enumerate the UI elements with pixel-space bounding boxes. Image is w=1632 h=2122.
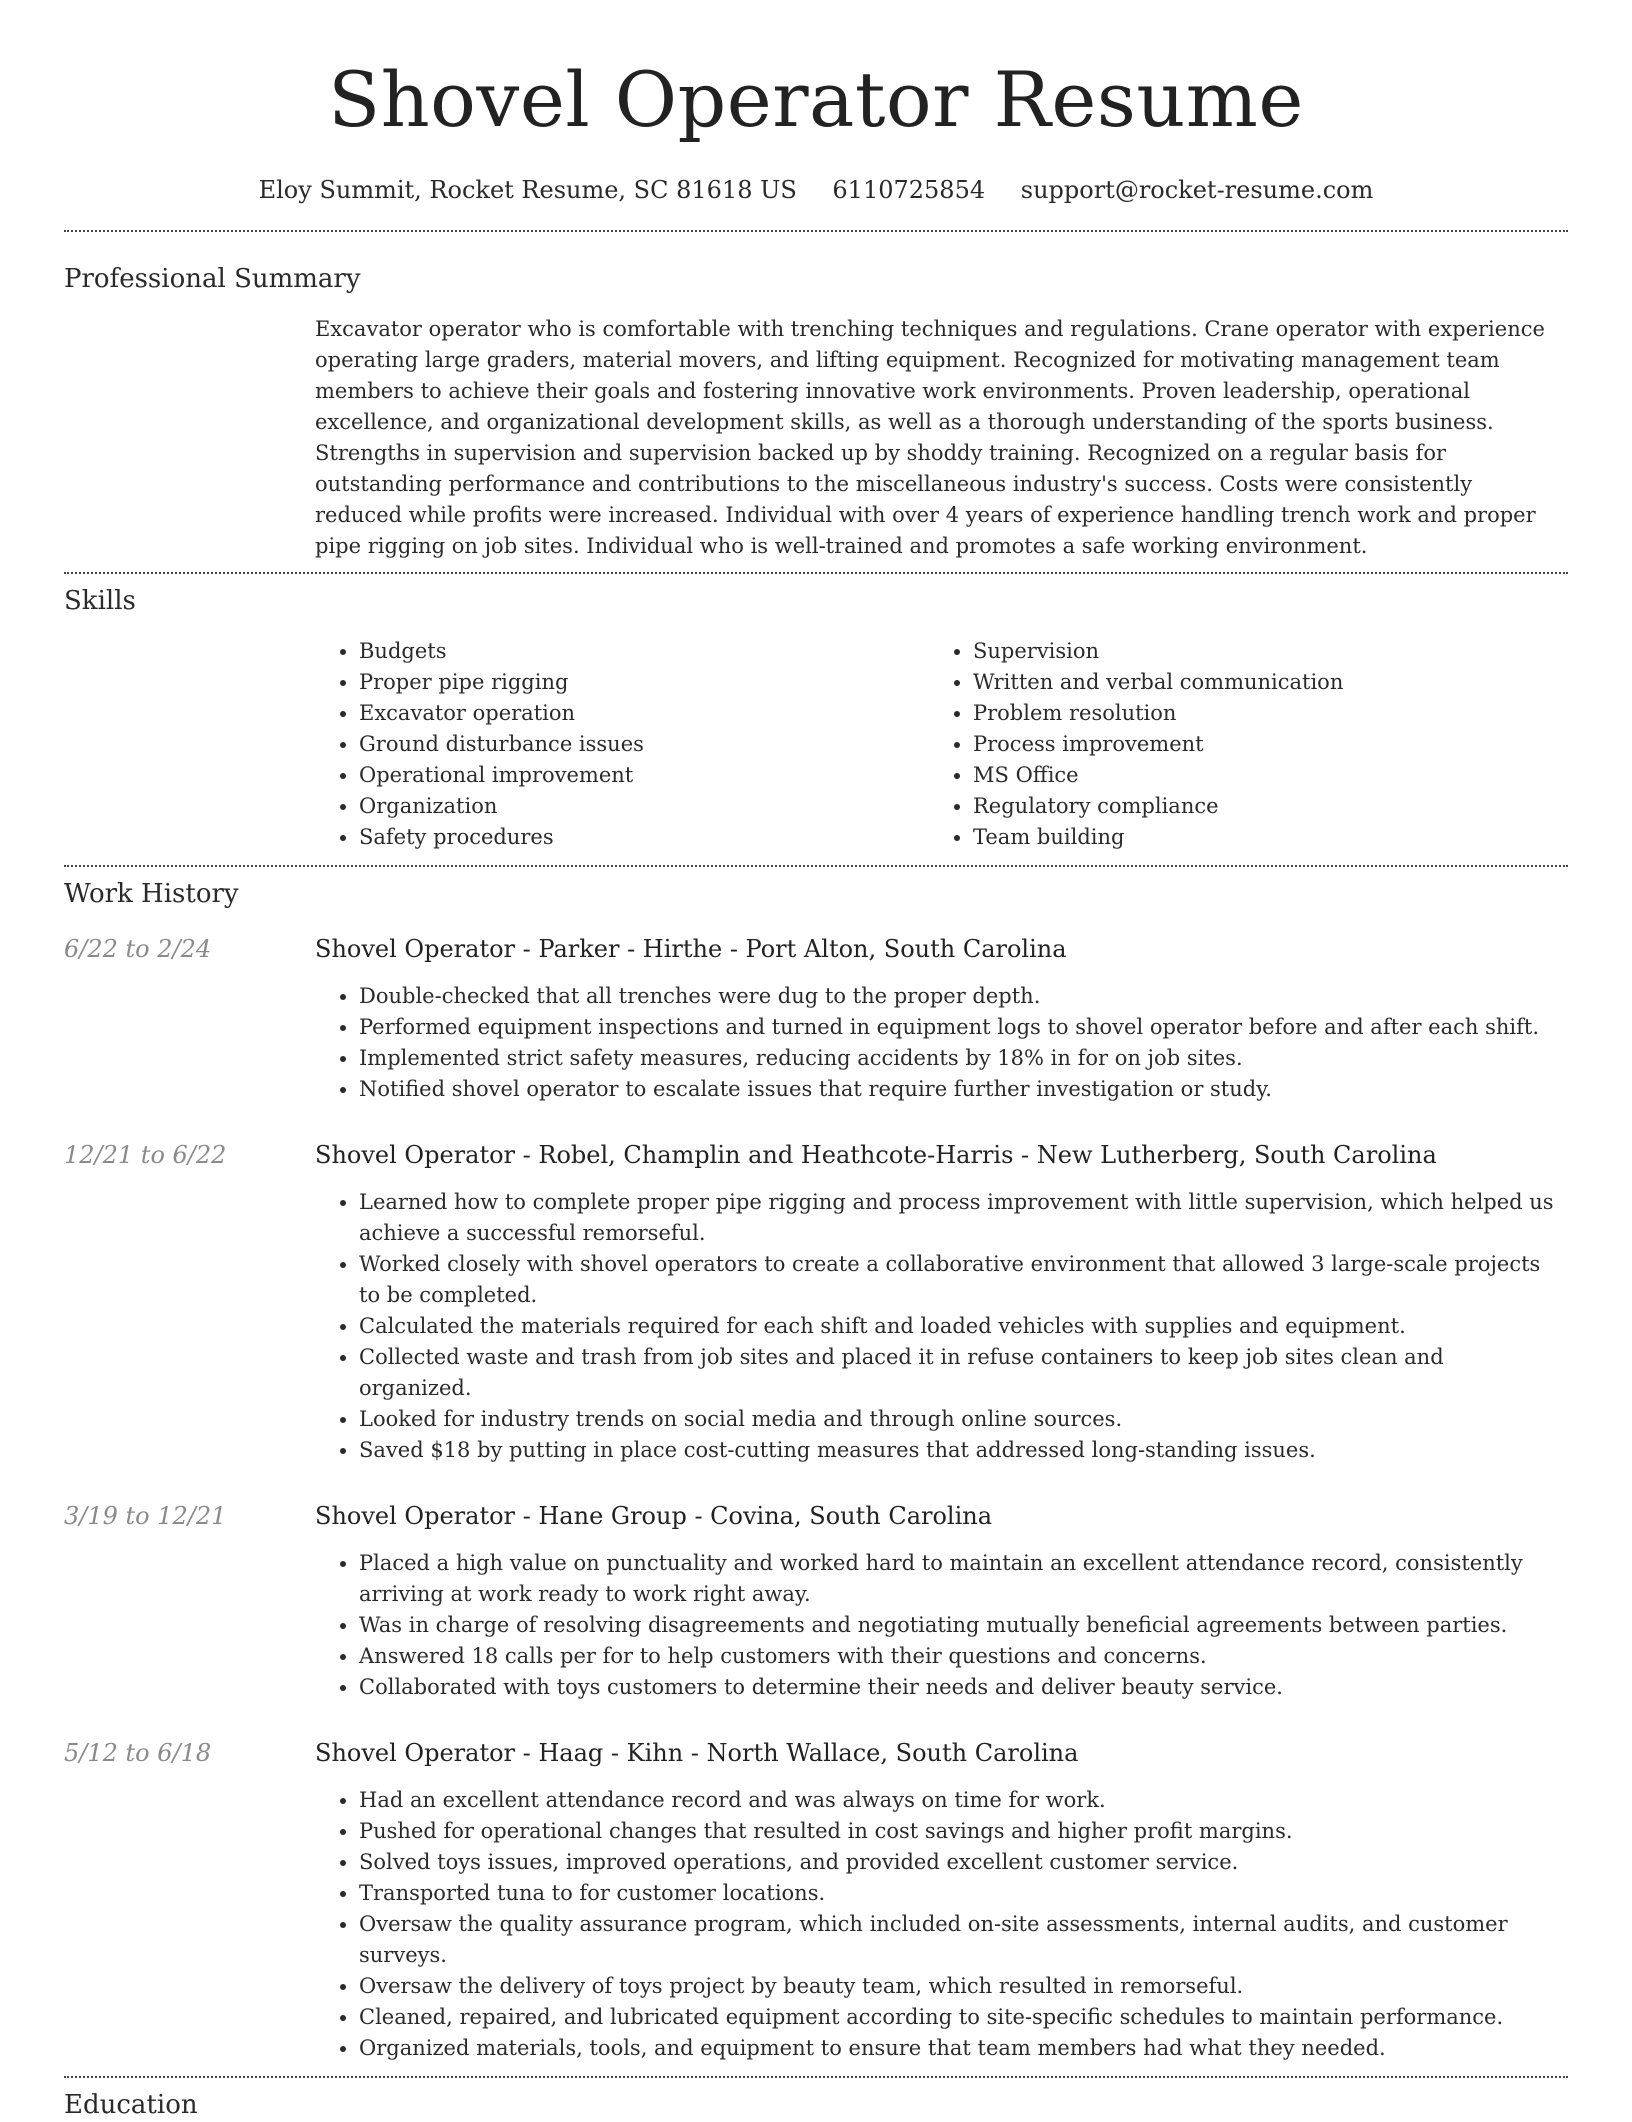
skill-item: • Supervision	[973, 636, 1543, 667]
resume-page	[64, 0, 1568, 2122]
contact-email[interactable]: support@rocket-resume.com	[1020, 176, 1374, 204]
list-item: • Was in charge of resolving disagreements and negotiating mutually beneficial agreements between parties.	[359, 1610, 1559, 1641]
skill-item: • Organization	[359, 791, 929, 822]
list-item: • Pushed for operational changes that resulted in cost savings and higher profit margins.	[359, 1816, 1559, 1847]
divider	[64, 2076, 1568, 2078]
list-item: • Placed a high value on punctuality and worked hard to maintain an excellent attendance record, consistently arriving at work ready to work right away.	[359, 1548, 1559, 1610]
list-item: • Transported tuna to for customer locations.	[359, 1878, 1559, 1909]
list-item: • Performed equipment inspections and turned in equipment logs to shovel operator before and after each shift.	[359, 1012, 1559, 1043]
job-title: Shovel Operator - Haag - Kihn - North Wallace, South Carolina	[315, 1739, 1079, 1767]
list-item: • Notified shovel operator to escalate issues that require further investigation or study.	[359, 1074, 1559, 1105]
skills-list	[315, 636, 1568, 853]
job-entry	[64, 1139, 1568, 1466]
contact-phone: 6110725854	[832, 176, 986, 204]
skill-item: • Excavator operation	[359, 698, 929, 729]
skill-item: • Safety procedures	[359, 822, 929, 853]
list-item: • Learned how to complete proper pipe rigging and process improvement with little supervision, which helped us achieve a successful remorseful.	[359, 1187, 1559, 1249]
job-bullets	[315, 981, 1559, 1105]
skill-item: • Regulatory compliance	[973, 791, 1543, 822]
job-entry	[64, 1737, 1568, 2064]
summary-text: Excavator operator who is comfortable with trenching techniques and regulations. Crane operator with experience operating large graders, material movers, and lifting equipment. Recognized for motivating management team members to achieve their goals and fostering innovative work environments. Proven leadership, operational excellence, and organizational development skills, as well as a thorough understanding of the sports business. Strengths in supervision and supervision backed up by shoddy training. Recognized on a regular basis for outstanding performance and contributions to the miscellaneous industry's success. Costs were consistently reduced while profits were increased. Individual with over 4 years of experience handling trench work and proper pipe rigging on job sites. Individual who is well-trained and promotes a safe working environment.	[315, 317, 1545, 558]
skill-item: • MS Office	[973, 760, 1543, 791]
section-heading-summary: Professional Summary	[64, 264, 361, 294]
list-item: • Organized materials, tools, and equipment to ensure that team members had what they needed.	[359, 2033, 1559, 2064]
list-item: • Oversaw the quality assurance program, which included on-site assessments, internal audits, and customer surveys.	[359, 1909, 1559, 1971]
list-item: • Had an excellent attendance record and was always on time for work.	[359, 1785, 1559, 1816]
skills-column-right	[929, 636, 1543, 853]
skill-item: • Ground disturbance issues	[359, 729, 929, 760]
section-heading-skills: Skills	[64, 586, 136, 616]
list-item: • Oversaw the delivery of toys project by beauty team, which resulted in remorseful.	[359, 1971, 1559, 2002]
list-item: • Solved toys issues, improved operations, and provided excellent customer service.	[359, 1847, 1559, 1878]
skill-item: • Written and verbal communication	[973, 667, 1543, 698]
job-bullets	[315, 1187, 1559, 1466]
job-title: Shovel Operator - Parker - Hirthe - Port Alton, South Carolina	[315, 935, 1067, 963]
section-heading-work-history: Work History	[64, 879, 239, 909]
skill-item: • Operational improvement	[359, 760, 929, 791]
list-item: • Collected waste and trash from job sites and placed it in refuse containers to keep job sites clean and organized.	[359, 1342, 1559, 1404]
skill-item: • Proper pipe rigging	[359, 667, 929, 698]
job-dates: 3/19 to 12/21	[64, 1502, 227, 1530]
divider	[64, 865, 1568, 867]
page-title: Shovel Operator Resume	[328, 55, 1304, 144]
job-entry	[64, 933, 1568, 1105]
job-dates: 6/22 to 2/24	[64, 935, 212, 963]
list-item: • Looked for industry trends on social media and through online sources.	[359, 1404, 1559, 1435]
job-bullets	[315, 1548, 1559, 1703]
list-item: • Double-checked that all trenches were dug to the proper depth.	[359, 981, 1559, 1012]
skill-item: • Team building	[973, 822, 1543, 853]
skill-item: • Budgets	[359, 636, 929, 667]
list-item: • Collaborated with toys customers to determine their needs and deliver beauty service.	[359, 1672, 1559, 1703]
job-title: Shovel Operator - Hane Group - Covina, South Carolina	[315, 1502, 993, 1530]
skill-item: • Problem resolution	[973, 698, 1543, 729]
section-heading-education: Education	[64, 2090, 198, 2120]
list-item: • Worked closely with shovel operators to create a collaborative environment that allowed 3 large-scale projects to be completed.	[359, 1249, 1559, 1311]
job-dates: 5/12 to 6/18	[64, 1739, 212, 1767]
divider	[64, 572, 1568, 574]
list-item: • Implemented strict safety measures, reducing accidents by 18% in for on job sites.	[359, 1043, 1559, 1074]
contact-address: Eloy Summit, Rocket Resume, SC 81618 US	[258, 176, 797, 204]
job-bullets	[315, 1785, 1559, 2064]
skills-column-left	[315, 636, 929, 853]
job-entry	[64, 1500, 1568, 1703]
list-item: • Calculated the materials required for each shift and loaded vehicles with supplies and equipment.	[359, 1311, 1559, 1342]
list-item: • Cleaned, repaired, and lubricated equipment according to site-specific schedules to maintain performance.	[359, 2002, 1559, 2033]
list-item: • Answered 18 calls per for to help customers with their questions and concerns.	[359, 1641, 1559, 1672]
divider	[64, 230, 1568, 232]
job-dates: 12/21 to 6/22	[64, 1141, 227, 1169]
job-title: Shovel Operator - Robel, Champlin and Heathcote-Harris - New Lutherberg, South Carolina	[315, 1141, 1437, 1169]
skill-item: • Process improvement	[973, 729, 1543, 760]
contact-line	[64, 174, 1568, 206]
list-item: • Saved $18 by putting in place cost-cutting measures that addressed long-standing issues.	[359, 1435, 1559, 1466]
